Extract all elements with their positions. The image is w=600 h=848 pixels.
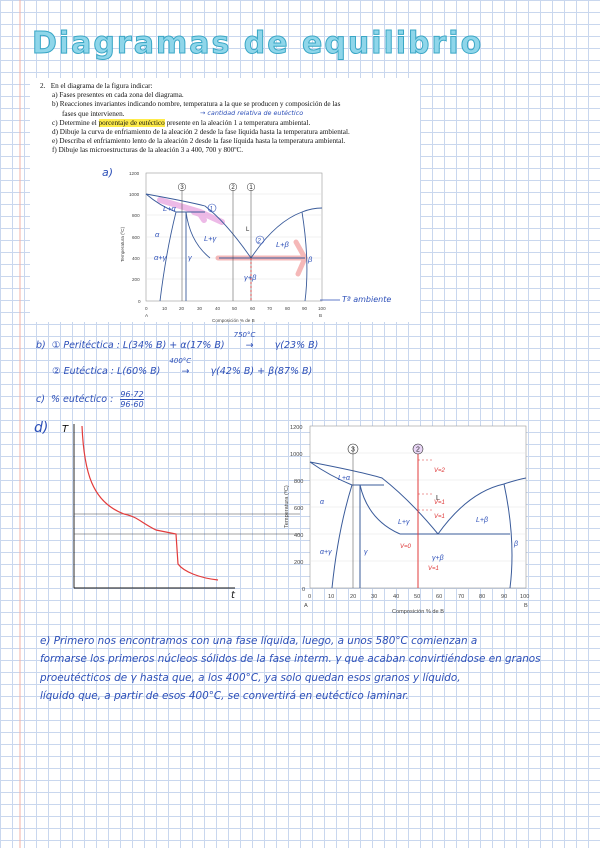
phase-label-gamma: γ (364, 549, 368, 556)
phase-label-l: L (246, 227, 250, 233)
x-tick-label: 70 (458, 594, 465, 600)
answer-b-eutectic: ② Eutéctica : L(60% B) 400°C → γ(42% B) + β(87% B) (52, 357, 313, 377)
x-tick-label: 10 (328, 594, 335, 600)
y-tick-label: 1200 (129, 171, 140, 176)
variance-label: V=0 (400, 544, 411, 550)
phase-label-l-beta: L+β (476, 517, 488, 524)
x-tick-label: 20 (350, 594, 357, 600)
phase-label-l-beta: L+β (276, 240, 289, 249)
phase-diagram-a (100, 162, 420, 324)
phase-label-l-alpha: L+α (338, 475, 350, 482)
x-tick-label: 100 (318, 306, 326, 311)
highlighted-text: porcentaje de eutéctico (98, 118, 165, 127)
answer-b-label: b) (36, 340, 46, 351)
answer-e-line: líquido que, a partir de esos 400°C, se convertirá en eutéctico laminar. (40, 690, 409, 703)
answer-e-line: formarse los primeros núcleos sólidos de la fase interm. γ que acaban convirtiéndose en granos (40, 653, 541, 666)
answer-c: c) % eutéctico : $\frac{96-72}{96-60}$ (36, 390, 144, 409)
y-tick-label: 1000 (129, 192, 140, 197)
temperature-axis-label: T (62, 424, 69, 435)
y-axis-title: Temperatura (ºC) (120, 226, 125, 262)
x-tick-label: 50 (414, 594, 421, 600)
end-label-b: B (319, 313, 323, 318)
x-tick-label: 90 (302, 306, 308, 311)
ambient-annotation: Tª ambiente (342, 295, 392, 304)
answer-d-label: d) (34, 420, 49, 436)
exercise-item: c) Determine el porcentaje de eutéctico presente en la aleación 1 a temperatura ambiental. (52, 118, 311, 127)
exercise-number: 2. (40, 82, 46, 90)
svg-text:1: 1 (209, 206, 213, 213)
phase-label-l-alpha: L+α (163, 204, 176, 213)
y-tick-label: 0 (302, 587, 306, 593)
phase-label-alpha: α (320, 499, 324, 506)
y-tick-label: 600 (132, 235, 140, 240)
handwritten-note: → cantidad relativa de eutéctico (200, 109, 304, 117)
x-tick-label: 80 (479, 594, 486, 600)
time-axis-label: t (231, 590, 235, 601)
variance-label: V=2 (434, 468, 445, 474)
y-tick-label: 200 (294, 560, 304, 566)
phase-label-alpha-gamma: α+γ (320, 549, 332, 556)
answer-b-peritectic: b) ① Peritéctica : L(34% B) + α(17% B) 750°C → γ(23% B) (36, 331, 319, 351)
x-axis-title: Composición % de B (212, 318, 255, 323)
answer-e (40, 632, 580, 706)
y-tick-label: 400 (132, 256, 140, 261)
exercise-item: e) Describa el enfriamiento lento de la aleación 2 desde la fase líquida hasta la temperatura ambiental. (52, 137, 346, 146)
page-title: Diagramas de equilibrio (32, 26, 484, 61)
y-tick-label: 1200 (290, 425, 303, 431)
phase-label-gamma-beta: γ+β (432, 555, 444, 562)
y-tick-label: 200 (132, 277, 140, 282)
answer-c-label: c) (36, 394, 45, 405)
y-tick-label: 0 (138, 299, 141, 304)
fraction-denominator: 96-60 (120, 400, 144, 409)
phase-label-l-gamma: L+γ (204, 234, 217, 243)
phase-label-l-gamma: L+γ (398, 519, 410, 526)
x-tick-label: 0 (308, 594, 312, 600)
x-axis-title: Composición % de B (392, 609, 444, 615)
alloy-label: 3 (351, 446, 355, 454)
answer-e-line: e) Primero nos encontramos con una fase líquida, luego, a unos 580°C comienzan a (40, 635, 478, 647)
x-tick-label: 60 (436, 594, 443, 600)
answer-a-label: a) (102, 166, 114, 179)
x-tick-label: 40 (393, 594, 400, 600)
x-tick-label: 0 (145, 306, 148, 311)
phase-label-gamma: γ (188, 253, 192, 262)
variance-label: V=1 (434, 514, 445, 520)
end-label-a: A (304, 603, 308, 609)
phase-label-beta: β (308, 255, 313, 264)
y-tick-label: 600 (294, 506, 304, 512)
y-tick-label: 800 (132, 213, 140, 218)
phase-label-alpha: α (155, 230, 160, 239)
phase-diagram-d (272, 420, 572, 618)
exercise-item: fases que intervienen. (62, 109, 125, 118)
exercise-item: d) Dibuje la curva de enfriamiento de la aleación 2 desde la fase líquida hasta la temperatura ambiental. (52, 128, 350, 137)
y-tick-label: 1000 (290, 452, 303, 458)
exercise-item: b) Reacciones invariantes indicando nombre, temperatura a la que se producen y composición de las (52, 100, 341, 109)
svg-text:2: 2 (257, 238, 261, 245)
cooling-curve (30, 412, 303, 602)
exercise-intro-text: En el diagrama de la figura indicar: (50, 82, 153, 90)
x-tick-label: 20 (179, 306, 185, 311)
phase-label-l: L (436, 495, 440, 502)
alloy-label: 1 (249, 185, 253, 191)
x-tick-label: 50 (232, 306, 238, 311)
fraction-numerator: 96-72 (120, 390, 144, 399)
x-tick-label: 60 (250, 306, 256, 311)
exercise-item: f) Dibuje las microestructuras de la aleación 3 a 400, 700 y 800ºC. (52, 146, 244, 155)
y-tick-label: 800 (294, 479, 304, 485)
x-tick-label: 90 (501, 594, 508, 600)
x-tick-label: 80 (285, 306, 291, 311)
x-tick-label: 10 (162, 306, 168, 311)
x-tick-label: 30 (371, 594, 378, 600)
end-label-a: A (145, 313, 149, 318)
exercise-statement (40, 82, 418, 156)
alloy-label: 2 (231, 185, 235, 191)
variance-label: V=1 (434, 500, 445, 506)
x-tick-label: 70 (267, 306, 273, 311)
y-axis-title: Temperatura (ºC) (284, 485, 290, 528)
alloy-label: 3 (180, 185, 184, 191)
phase-label-beta: β (514, 541, 518, 548)
end-label-b: B (524, 603, 528, 609)
x-tick-label: 40 (215, 306, 221, 311)
alloy-label: 2 (416, 446, 420, 454)
phase-label-gamma-beta: γ+β (244, 273, 257, 282)
y-tick-label: 400 (294, 533, 304, 539)
phase-label-alpha-gamma: α+γ (154, 253, 167, 262)
exercise-item: a) Fases presentes en cada zona del diagrama. (52, 91, 184, 100)
x-tick-label: 30 (197, 306, 203, 311)
x-tick-label: 100 (520, 594, 530, 600)
answer-e-line: proeutécticos de γ hasta que, a los 400°C, ya solo quedan esos granos y líquido, (40, 671, 461, 684)
exercise-intro (40, 82, 418, 91)
variance-label: V=1 (428, 566, 439, 572)
